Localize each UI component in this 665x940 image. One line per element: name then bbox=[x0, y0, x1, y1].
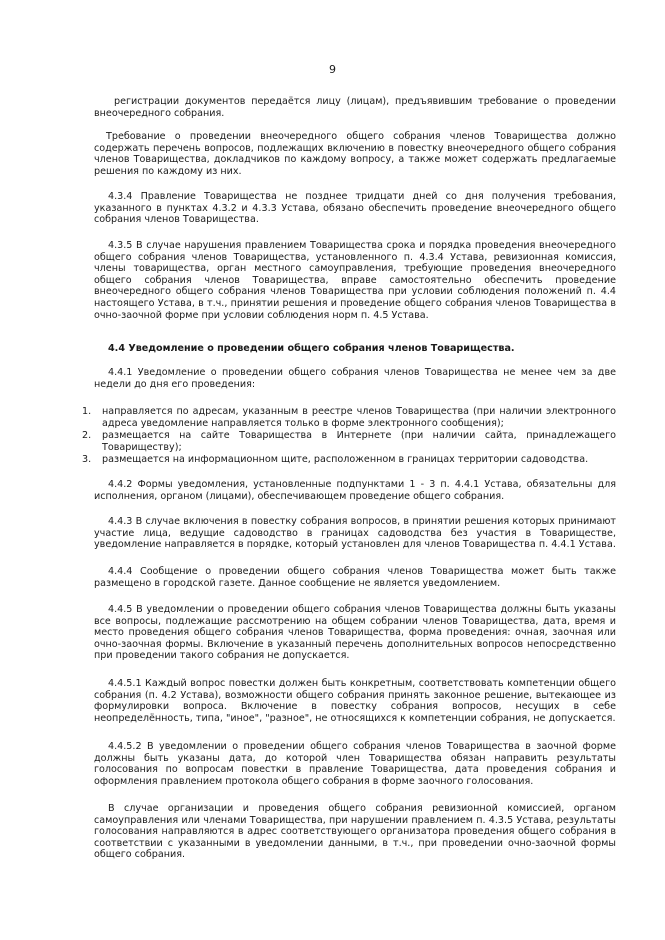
list-number: 2. bbox=[82, 430, 92, 441]
paragraph-4-4-2: 4.4.2 Формы уведомления, установленные подпунктами 1 - 3 п. 4.4.1 Устава, обязательны для исполнения, органом (лицами), обеспечивающем проведение общего собрания. bbox=[94, 479, 616, 502]
paragraph-4-4-5-1: 4.4.5.1 Каждый вопрос повестки должен быть конкретным, соответствовать компетенции общего собрания (п. 4.2 Устава), возможности общего собрания принять законное решение, вытекающее из формулировки вопроса. Включение в повестку собрания вопросов, несущих в себе неопределённость, типа, "иное", "разное", не относящихся к компетенции собрания, не допускается. bbox=[94, 678, 616, 724]
list-text: размещается на сайте Товарищества в Интернете (при наличии сайта, принадлежащего Товариществу); bbox=[102, 430, 616, 453]
list-text: направляется по адресам, указанным в реестре членов Товарищества (при наличии электронного адреса уведомление направляется только в форме электронного сообщения); bbox=[102, 406, 616, 429]
list-item bbox=[82, 454, 616, 466]
list-item bbox=[82, 406, 616, 429]
list-item bbox=[82, 430, 616, 453]
section-heading-4-4: 4.4 Уведомление о проведении общего собрания членов Товарищества. bbox=[108, 343, 515, 354]
list-number: 1. bbox=[82, 406, 92, 417]
paragraph-requirement: Требование о проведении внеочередного общего собрания членов Товарищества должно содержать перечень вопросов, подлежащих включению в повестку внеочередного общего собрания членов Товарищества, докладчиков по каждому вопросу, а также может содержать предлагаемые решения по каждому из них. bbox=[94, 131, 616, 177]
list-number: 3. bbox=[82, 454, 92, 465]
paragraph-4-4-3: 4.4.3 В случае включения в повестку собрания вопросов, в принятии решения которых принимают участие лица, ведущие садоводство в границах садоводства без участия в Товариществе, уведомление направляется в порядке, который установлен для членов Товарищества п. 4.4.1 Устава. bbox=[94, 516, 616, 551]
paragraph-4-3-5: 4.3.5 В случае нарушения правлением Товарищества срока и порядка проведения внеочередного общего собрания членов Товарищества, установленного п. 4.3.4 Устава, ревизионная комиссия, члены товарищества, орган местного самоуправления, требующие проведения внеочередного общего собрания членов Товарищества, вправе самостоятельно обеспечить проведение внеочередного общего собрания членов Товарищества при условии соблюдения положений п. 4.4 настоящего Устава, в т.ч., принятии решения и проведение общего собрания членов Товарищества в очно-заочной форме при условии соблюдения норм п. 4.5 Устава. bbox=[94, 240, 616, 321]
paragraph-registration: регистрации документов передаётся лицу (лицам), предъявившим требование о проведении внеочередного собрания. bbox=[94, 96, 616, 119]
paragraph-4-3-4: 4.3.4 Правление Товарищества не позднее тридцати дней со дня получения требования, указанного в пунктах 4.3.2 и 4.3.3 Устава, обязано обеспечить проведение внеочередного общего собрания членов Товарищества. bbox=[94, 191, 616, 226]
list-text: размещается на информационном щите, расположенном в границах территории садоводства. bbox=[102, 454, 589, 465]
paragraph-4-4-4: 4.4.4 Сообщение о проведении общего собрания членов Товарищества может быть также размещено в городской газете. Данное сообщение не является уведомлением. bbox=[94, 566, 616, 589]
page-number: 9 bbox=[329, 63, 336, 76]
paragraph-revision-commission: В случае организации и проведения общего собрания ревизионной комиссией, органом самоуправления или членами Товарищества, при нарушении правлением п. 4.3.5 Устава, результаты голосования направляются в адрес соответствующего организатора проведения общего собрания в соответствии с указанными в уведомлении данными, в т.ч., при проведении очно-заочной формы общего собрания. bbox=[94, 803, 616, 861]
paragraph-4-4-5: 4.4.5 В уведомлении о проведении общего собрания членов Товарищества должны быть указаны все вопросы, подлежащие рассмотрению на общем собрании членов Товарищества, дата, время и место проведения общего собрания членов Товарищества, форма проведения: очная, заочная или очно-заочная формы. Включение в указанный перечень дополнительных вопросов непосредственно при проведении такого собрания не допускается. bbox=[94, 604, 616, 662]
paragraph-4-4-1: 4.4.1 Уведомление о проведении общего собрания членов Товарищества не менее чем за две недели до дня его проведения: bbox=[94, 367, 616, 390]
paragraph-4-4-5-2: 4.4.5.2 В уведомлении о проведении общего собрания членов Товарищества в заочной форме должны быть указаны дата, до которой член Товарищества обязан направить результаты голосования по вопросам повестки в правление Товарищества, дата проведения собрания и оформления правлением протокола общего собрания в форме заочного голосования. bbox=[94, 741, 616, 787]
